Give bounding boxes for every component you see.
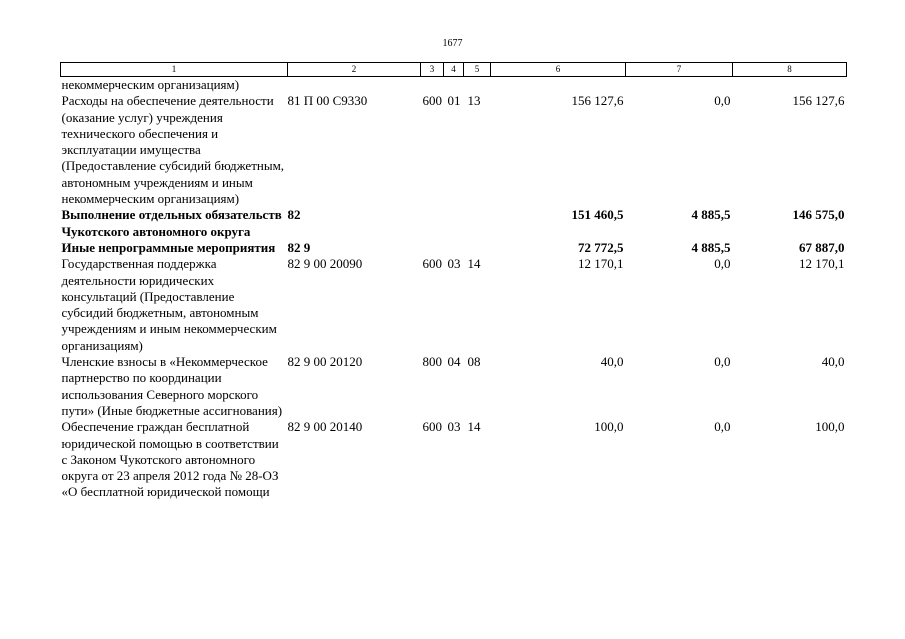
row-total: 40,0 <box>600 354 624 370</box>
row-pr: 08 <box>467 354 481 370</box>
header-row <box>61 63 847 77</box>
table-row <box>61 77 847 94</box>
row-regional: 156 127,6 <box>792 93 845 109</box>
row-federal: 0,0 <box>714 256 731 272</box>
row-regional: 12 170,1 <box>799 256 845 272</box>
row-pr: 14 <box>467 419 481 435</box>
row-rz: 03 <box>447 419 461 435</box>
table-row <box>61 354 847 419</box>
page-number: 1677 <box>442 38 463 49</box>
row-regional <box>733 77 847 94</box>
row-rz <box>444 77 464 94</box>
row-federal: 0,0 <box>714 93 731 109</box>
row-vr <box>421 77 444 94</box>
row-code: 82 9 00 20120 <box>287 354 363 370</box>
row-vr: 600 <box>422 93 442 109</box>
column-header: 2 <box>288 63 421 77</box>
budget-table <box>60 62 847 501</box>
row-pr: 13 <box>467 93 481 109</box>
row-pr <box>464 77 491 94</box>
row-vr: 600 <box>422 256 442 272</box>
row-total: 100,0 <box>594 419 624 435</box>
row-regional: 100,0 <box>815 419 845 435</box>
row-federal: 4 885,5 <box>691 239 731 255</box>
row-name: Расходы на обеспечение деятельности (оказание услуг) учреждения технического обеспечения и эксплуатации имущества (Предоставление субсидий бюджетным, автономным учреждениям и иным некоммерческим организациям) <box>61 93 285 207</box>
row-rz: 04 <box>447 354 461 370</box>
row-federal: 0,0 <box>714 354 731 370</box>
row-regional: 40,0 <box>821 354 845 370</box>
row-total <box>491 77 626 94</box>
row-total: 12 170,1 <box>578 256 624 272</box>
row-federal <box>626 77 733 94</box>
row-total: 151 460,5 <box>571 207 624 223</box>
table-row <box>61 240 847 256</box>
row-rz <box>444 240 464 256</box>
row-pr <box>464 207 491 240</box>
row-rz <box>444 207 464 240</box>
row-name: Выполнение отдельных обязательств Чукотского автономного округа <box>61 207 282 239</box>
row-vr: 800 <box>422 354 442 370</box>
table-row <box>61 93 847 207</box>
row-name: Членские взносы в «Некоммерческое партнерство по координации использования Северного морского пути» (Иные бюджетные ассигнования) <box>61 354 283 418</box>
column-header: 7 <box>626 63 733 77</box>
row-code: 81 П 00 С9330 <box>287 93 368 109</box>
row-code: 82 9 00 20140 <box>287 419 363 435</box>
row-rz: 03 <box>447 256 461 272</box>
table-row <box>61 419 847 500</box>
row-code: 82 9 00 20090 <box>287 256 363 272</box>
row-name: некоммерческим организациям) <box>61 77 240 92</box>
column-header: 3 <box>421 63 444 77</box>
row-code: 82 <box>287 207 301 223</box>
column-header: 6 <box>491 63 626 77</box>
row-regional: 146 575,0 <box>792 207 845 223</box>
row-federal: 4 885,5 <box>691 207 731 223</box>
row-rz: 01 <box>447 93 461 109</box>
row-vr: 600 <box>422 419 442 435</box>
row-federal: 0,0 <box>714 419 731 435</box>
row-vr <box>421 240 444 256</box>
column-header: 4 <box>444 63 464 77</box>
row-vr <box>421 207 444 240</box>
column-header: 5 <box>464 63 491 77</box>
column-header: 1 <box>61 63 288 77</box>
column-header: 8 <box>733 63 847 77</box>
row-name: Обеспечение граждан бесплатной юридической помощью в соответствии с Законом Чукотского автономного округа от 23 апреля 2012 года № 28-ОЗ «О бесплатной юридической помощи <box>61 419 279 500</box>
row-pr <box>464 240 491 256</box>
row-name: Государственная поддержка деятельности юридических консультаций (Предоставление субсидий бюджетным, автономным учреждениям и иным некоммерческим организациям) <box>61 256 277 353</box>
table-row <box>61 207 847 240</box>
row-regional: 67 887,0 <box>799 239 845 255</box>
row-code <box>288 77 421 94</box>
row-code: 82 9 <box>287 239 311 255</box>
table-row <box>61 256 847 354</box>
row-pr: 14 <box>467 256 481 272</box>
row-name: Иные непрограммные мероприятия <box>61 239 276 255</box>
row-total: 156 127,6 <box>571 93 624 109</box>
row-total: 72 772,5 <box>578 239 624 255</box>
